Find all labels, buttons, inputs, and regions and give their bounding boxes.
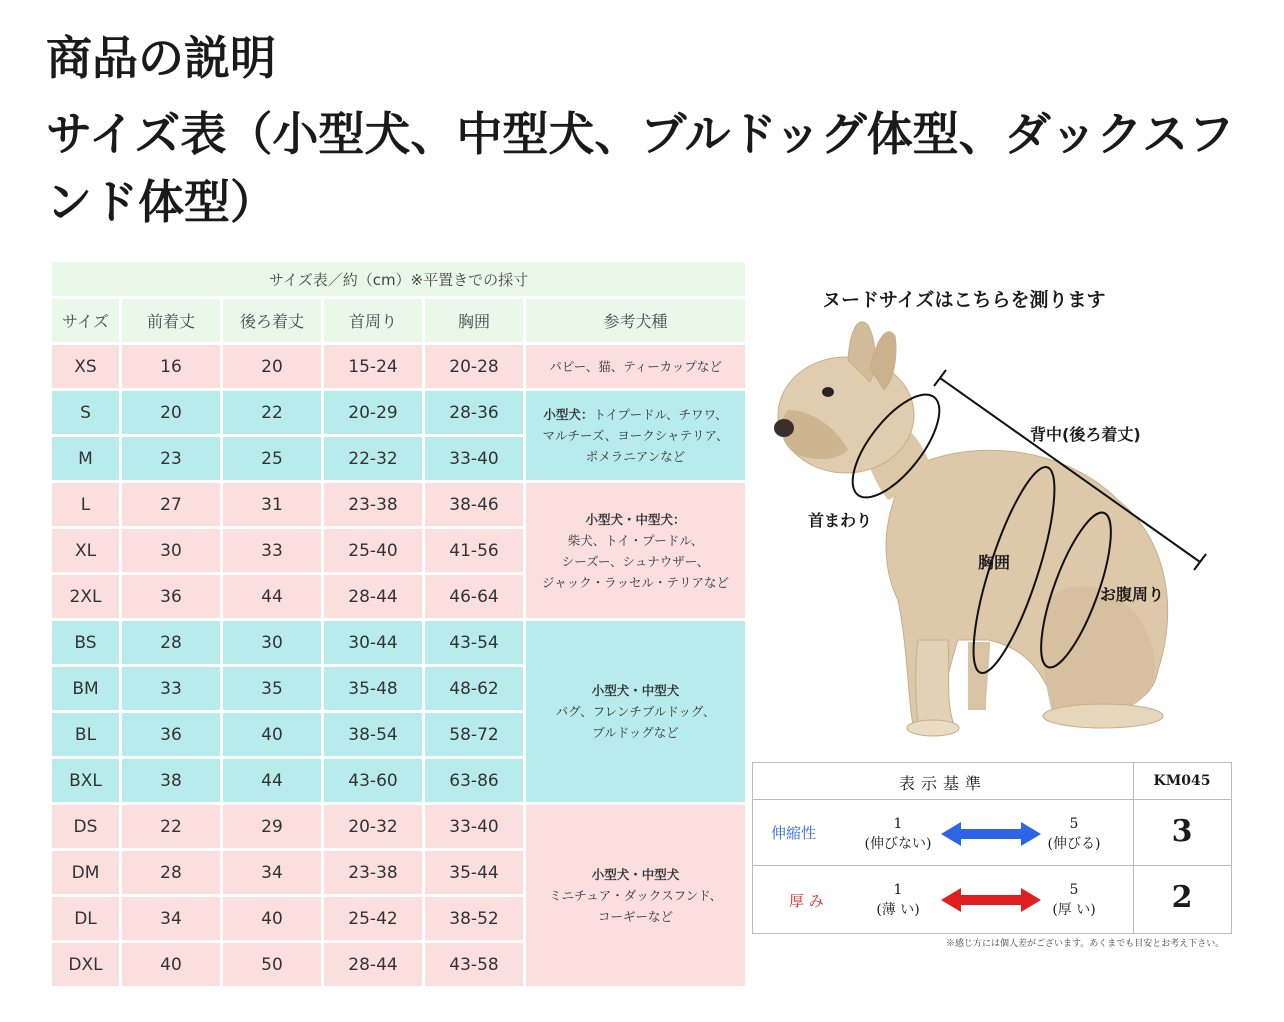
breed-list-line: ブルドッグなど bbox=[592, 725, 679, 740]
front-length-cell: 30 bbox=[122, 529, 223, 575]
size-cell: BS bbox=[52, 621, 122, 667]
size-table bbox=[52, 262, 748, 989]
thickness-label: 厚 み bbox=[789, 892, 824, 910]
front-length-cell: 34 bbox=[122, 897, 223, 943]
back-length-cell: 40 bbox=[223, 713, 324, 759]
thickness-double-arrow-icon bbox=[939, 886, 1043, 914]
neck-cell: 43-60 bbox=[324, 759, 425, 805]
product-code: KM045 bbox=[1153, 773, 1211, 789]
chest-cell: 43-58 bbox=[425, 943, 526, 989]
neck-cell: 38-54 bbox=[324, 713, 425, 759]
neck-cell: 28-44 bbox=[324, 943, 425, 989]
size-table-header bbox=[52, 299, 748, 345]
breed-list-line: パグ、フレンチブルドッグ、 bbox=[555, 704, 716, 719]
front-length-cell: 22 bbox=[122, 805, 223, 851]
table-row bbox=[52, 621, 748, 667]
chest-cell: 43-54 bbox=[425, 621, 526, 667]
size-table-caption: サイズ表／約（cm）※平置きでの採寸 bbox=[52, 262, 748, 299]
front-length-cell: 27 bbox=[122, 483, 223, 529]
chest-cell: 38-52 bbox=[425, 897, 526, 943]
column-header: 前着丈 bbox=[122, 299, 223, 345]
neck-cell: 20-32 bbox=[324, 805, 425, 851]
dog-measurement-figure bbox=[758, 270, 1258, 750]
back-length-cell: 44 bbox=[223, 575, 324, 621]
back-length-cell: 40 bbox=[223, 897, 324, 943]
size-cell: DXL bbox=[52, 943, 122, 989]
table-row bbox=[52, 483, 748, 529]
front-length-cell: 33 bbox=[122, 667, 223, 713]
neck-label: 首まわり bbox=[808, 511, 873, 530]
size-cell: BL bbox=[52, 713, 122, 759]
page-subtitle: サイズ表（小型犬、中型犬、ブルドッグ体型、ダックスフンド体型） bbox=[46, 107, 1235, 229]
size-cell: S bbox=[52, 391, 122, 437]
size-cell: L bbox=[52, 483, 122, 529]
chest-cell: 38-46 bbox=[425, 483, 526, 529]
breed-list-line: ジャック・ラッセル・テリアなど bbox=[542, 574, 730, 590]
stretch-row bbox=[753, 800, 1231, 866]
chest-cell: 33-40 bbox=[425, 805, 526, 851]
breed-list-line: トイプードル、チワワ、 bbox=[593, 407, 728, 422]
chest-cell: 28-36 bbox=[425, 391, 526, 437]
front-length-cell: 23 bbox=[122, 437, 223, 483]
back-length-cell: 44 bbox=[223, 759, 324, 805]
chest-cell: 35-44 bbox=[425, 851, 526, 897]
neck-cell: 15-24 bbox=[324, 345, 425, 391]
chest-cell: 41-56 bbox=[425, 529, 526, 575]
column-header: 胸囲 bbox=[425, 299, 526, 345]
stretch-min-text: (伸びない) bbox=[864, 836, 932, 852]
thickness-rating: 2 bbox=[1171, 880, 1193, 915]
stretch-double-arrow-icon bbox=[939, 820, 1043, 848]
thickness-min bbox=[853, 880, 943, 920]
disclaimer-note: ※感じ方には個人差がございます。あくまでも目安とお考え下さい。 bbox=[946, 939, 1225, 949]
front-length-cell: 28 bbox=[122, 621, 223, 667]
neck-cell: 28-44 bbox=[324, 575, 425, 621]
thickness-row bbox=[753, 866, 1231, 932]
neck-cell: 30-44 bbox=[324, 621, 425, 667]
size-cell: BXL bbox=[52, 759, 122, 805]
figure-title: ヌードサイズはこちらを測ります bbox=[822, 289, 1106, 311]
reference-breed-cell bbox=[526, 483, 748, 621]
thickness-max bbox=[1029, 880, 1119, 920]
table-row bbox=[52, 805, 748, 851]
neck-cell: 35-48 bbox=[324, 667, 425, 713]
neck-cell: 20-29 bbox=[324, 391, 425, 437]
neck-cell: 25-42 bbox=[324, 897, 425, 943]
chest-cell: 48-62 bbox=[425, 667, 526, 713]
front-length-cell: 36 bbox=[122, 713, 223, 759]
reference-breed-cell bbox=[526, 391, 748, 483]
breed-list-line: ポメラニアンなど bbox=[585, 449, 686, 464]
stretch-rating: 3 bbox=[1171, 814, 1193, 849]
thickness-max-text: (厚 い) bbox=[1052, 902, 1096, 918]
breed-group-label: 小型犬・中型犬： bbox=[585, 511, 686, 527]
belly-label: お腹周り bbox=[1100, 585, 1165, 604]
neck-cell: 22-32 bbox=[324, 437, 425, 483]
column-header: サイズ bbox=[52, 299, 122, 345]
front-length-cell: 40 bbox=[122, 943, 223, 989]
back-length-cell: 25 bbox=[223, 437, 324, 483]
column-divider bbox=[1133, 763, 1134, 933]
back-length-cell: 20 bbox=[223, 345, 324, 391]
breed-list-line: マルチーズ、ヨークシャテリア、 bbox=[542, 428, 729, 443]
size-cell: DS bbox=[52, 805, 122, 851]
thickness-max-value: 5 bbox=[1069, 882, 1079, 898]
size-cell: XL bbox=[52, 529, 122, 575]
back-length-cell: 34 bbox=[223, 851, 324, 897]
size-cell: DL bbox=[52, 897, 122, 943]
stretch-max-text: (伸びる) bbox=[1047, 836, 1101, 852]
chest-cell: 63-86 bbox=[425, 759, 526, 805]
stretch-label: 伸縮性 bbox=[771, 824, 817, 842]
front-length-cell: 16 bbox=[122, 345, 223, 391]
back-length-cell: 35 bbox=[223, 667, 324, 713]
stretch-min bbox=[853, 814, 943, 854]
breed-list-line: シーズー、シュナウザー、 bbox=[561, 553, 710, 569]
breed-list-line: ミニチュア・ダックスフンド、 bbox=[549, 888, 722, 903]
table-row bbox=[52, 391, 748, 437]
breed-list-line: 柴犬、トイ・プードル、 bbox=[567, 532, 704, 548]
chest-cell: 33-40 bbox=[425, 437, 526, 483]
stretch-max bbox=[1029, 814, 1119, 854]
breed-group-label: 小型犬・中型犬 bbox=[591, 683, 680, 698]
front-length-cell: 38 bbox=[122, 759, 223, 805]
column-header: 後ろ着丈 bbox=[223, 299, 324, 345]
breed-group-label: 小型犬： bbox=[543, 407, 594, 422]
breed-list-line: コーギーなど bbox=[598, 909, 674, 924]
chest-cell: 58-72 bbox=[425, 713, 526, 759]
standard-header-row bbox=[753, 763, 1231, 800]
neck-cell: 23-38 bbox=[324, 851, 425, 897]
chest-cell: 46-64 bbox=[425, 575, 526, 621]
back-length-cell: 22 bbox=[223, 391, 324, 437]
column-header: 首周り bbox=[324, 299, 425, 345]
size-cell: 2XL bbox=[52, 575, 122, 621]
chest-cell: 20-28 bbox=[425, 345, 526, 391]
page-title: 商品の説明 bbox=[46, 31, 276, 85]
reference-breed-cell bbox=[526, 621, 748, 805]
stretch-min-value: 1 bbox=[893, 816, 903, 832]
size-cell: M bbox=[52, 437, 122, 483]
breed-group-label: 小型犬・中型犬 bbox=[591, 867, 680, 882]
back-length-cell: 30 bbox=[223, 621, 324, 667]
thickness-min-value: 1 bbox=[893, 882, 903, 898]
reference-breed-cell: パピー、猫、ティーカップなど bbox=[526, 345, 748, 391]
thickness-min-text: (薄 い) bbox=[876, 902, 920, 918]
front-length-cell: 28 bbox=[122, 851, 223, 897]
back-length-cell: 50 bbox=[223, 943, 324, 989]
standard-title: 表示基準 bbox=[898, 774, 987, 793]
reference-breed-cell bbox=[526, 805, 748, 989]
table-row bbox=[52, 345, 748, 391]
size-cell: BM bbox=[52, 667, 122, 713]
size-cell: XS bbox=[52, 345, 122, 391]
size-cell: DM bbox=[52, 851, 122, 897]
back-length-label: 背中(後ろ着丈) bbox=[1030, 425, 1141, 444]
back-length-cell: 33 bbox=[223, 529, 324, 575]
stretch-max-value: 5 bbox=[1069, 816, 1079, 832]
column-header: 参考犬種 bbox=[526, 299, 748, 345]
neck-cell: 23-38 bbox=[324, 483, 425, 529]
chest-label: 胸囲 bbox=[978, 553, 1011, 572]
back-length-cell: 31 bbox=[223, 483, 324, 529]
back-length-cell: 29 bbox=[223, 805, 324, 851]
neck-cell: 25-40 bbox=[324, 529, 425, 575]
front-length-cell: 20 bbox=[122, 391, 223, 437]
display-standard-table bbox=[752, 762, 1232, 934]
front-length-cell: 36 bbox=[122, 575, 223, 621]
